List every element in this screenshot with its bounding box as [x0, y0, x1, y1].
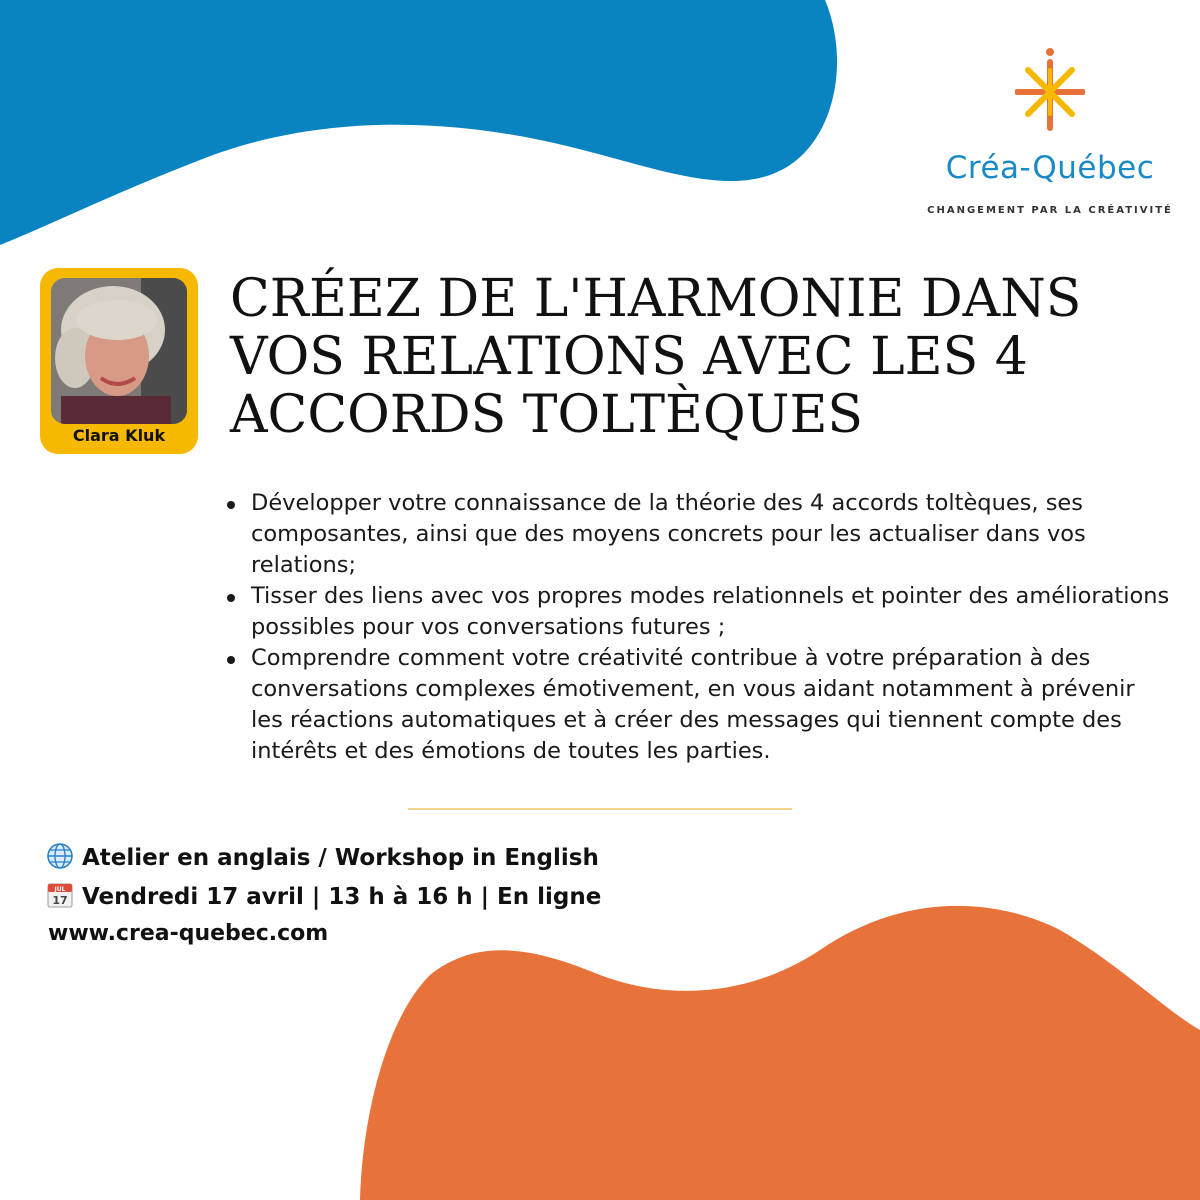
crea-quebec-logo [920, 40, 1180, 220]
divider [408, 808, 792, 810]
calendar-icon-month: JUL [54, 886, 66, 893]
objective-item: Développer votre connaissance de la théorie des 4 accords toltèques, ses composantes, ainsi que des moyens concrets pour les actualiser dans vos relations; [251, 488, 1171, 581]
calendar-icon [46, 881, 74, 909]
globe-icon [46, 842, 74, 870]
brand-name: Créa-Québec [945, 150, 1155, 186]
date-text: Vendredi 17 avril | 13 h à 16 h | En ligne [82, 884, 602, 910]
speaker-card [40, 268, 198, 454]
objective-item: Tisser des liens avec vos propres modes relationnels et pointer des améliorations possibles pour vos conversations futures ; [251, 581, 1171, 643]
logo-spark-icon [1015, 40, 1085, 135]
language-line [46, 842, 599, 871]
calendar-icon-day: 17 [52, 894, 68, 907]
language-text: Atelier en anglais / Workshop in English [82, 845, 599, 871]
speaker-photo [51, 278, 187, 424]
brand-tagline: CHANGEMENT PAR LA CRÉATIVITÉ [927, 205, 1173, 216]
speaker-name: Clara Kluk [72, 426, 166, 445]
website-link[interactable]: www.crea-quebec.com [48, 921, 329, 946]
date-line [46, 881, 601, 910]
workshop-objectives [225, 488, 1171, 767]
objective-item: Comprendre comment votre créativité contribue à votre préparation à des conversations complexes émotivement, en vous aidant notamment à prévenir les réactions automatiques et à créer des messages qui tiennent compte des intérêts et des émotions de toutes les parties. [251, 643, 1171, 767]
workshop-title: CRÉEZ DE L'HARMONIE DANS VOS RELATIONS AVEC LES 4 ACCORDS TOLTÈQUES [230, 269, 1082, 445]
